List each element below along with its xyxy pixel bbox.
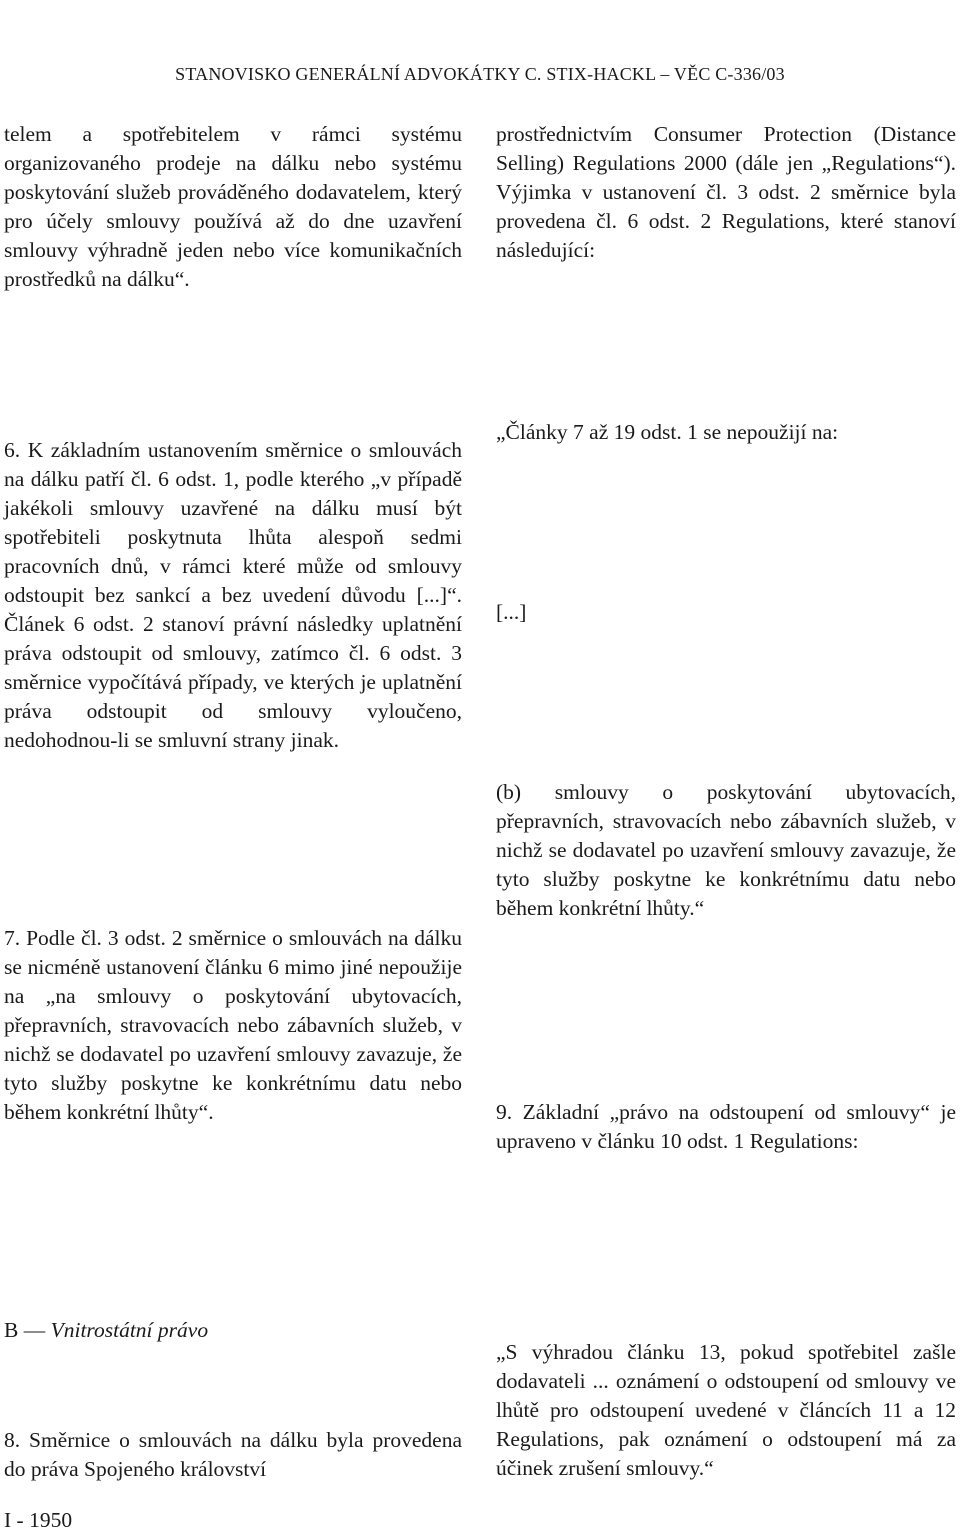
quote-start: „Články 7 až 19 odst. 1 se nepoužijí na: bbox=[496, 420, 839, 444]
paragraph-7: 7. Podle čl. 3 odst. 2 směrnice o smlouvách na dálku se nicméně ustanovení článku 6 mimo jiné nepoužije na „na smlouvy o poskytování ubytovacích, přepravních, stravovacích nebo zábavních služeb, v nichž se dodavatel po uzavření smlouvy zavazuje, že tyto služby poskytne ke konkrétnímu datu nebo během konkrétní lhůty“. bbox=[4, 926, 462, 1124]
paragraph-8: 8. Směrnice o smlouvách na dálku byla provedena do práva Spojeného království bbox=[4, 1428, 462, 1481]
page-number: I - 1950 bbox=[4, 1508, 73, 1532]
section-heading-title: Vnitrostátní právo bbox=[50, 1318, 209, 1342]
section-heading-prefix: B — bbox=[4, 1318, 46, 1342]
paragraph-continuation: telem a spotřebitelem v rámci systému organizovaného prodeje na dálku nebo systému poskytování služeb prováděného dodavatelem, který pro účely smlouvy používá až do dne uzavření smlouvy výhradně jeden nebo více komunikačních prostředků na dálku“. bbox=[4, 122, 462, 291]
quote-ellipsis: [...] bbox=[496, 600, 527, 624]
paragraph-9: 9. Základní „právo na odstoupení od smlouvy“ je upraveno v článku 10 odst. 1 Regulations: bbox=[496, 1100, 956, 1153]
section-heading-b bbox=[4, 1318, 208, 1343]
quote-article-13: „S výhradou článku 13, pokud spotřebitel zašle dodavateli ... oznámení o odstoupení od smlouvy ve lhůtě pro odstoupení uvedené v článcích 11 a 12 Regulations, pak oznámení o odstoupení má za účinek zrušení smlouvy.“ bbox=[496, 1340, 956, 1480]
quote-item-b: (b) smlouvy o poskytování ubytovacích, přepravních, stravovacích nebo zábavních služeb, v nichž se dodavatel po uzavření smlouvy zavazuje, že tyto služby poskytne ke konkrétnímu datu nebo během konkrétní lhůty.“ bbox=[496, 780, 956, 920]
paragraph-continuation-right: prostřednictvím Consumer Protection (Distance Selling) Regulations 2000 (dále jen „Regulations“). Výjimka v ustanovení čl. 3 odst. 2 směrnice byla provedena čl. 6 odst. 2 Regulations, které stanoví následující: bbox=[496, 122, 956, 262]
running-header: STANOVISKO GENERÁLNÍ ADVOKÁTKY C. STIX-HACKL – VĚC C-336/03 bbox=[175, 64, 785, 84]
paragraph-6: 6. K základním ustanovením směrnice o smlouvách na dálku patří čl. 6 odst. 1, podle kterého „v případě jakékoli smlouvy uzavřené na dálku musí být spotřebiteli poskytnuta lhůta alespoň sedmi pracovních dnů, v rámci které může od smlouvy odstoupit bez sankcí a bez uvedení důvodu [...]“. Článek 6 odst. 2 stanoví právní následky uplatnění práva odstoupit od smlouvy, zatímco čl. 6 odst. 3 směrnice vypočítává případy, ve kterých je uplatnění práva odstoupit od smlouvy vyloučeno, nedohodnou-li se smluvní strany jinak. bbox=[4, 438, 462, 752]
